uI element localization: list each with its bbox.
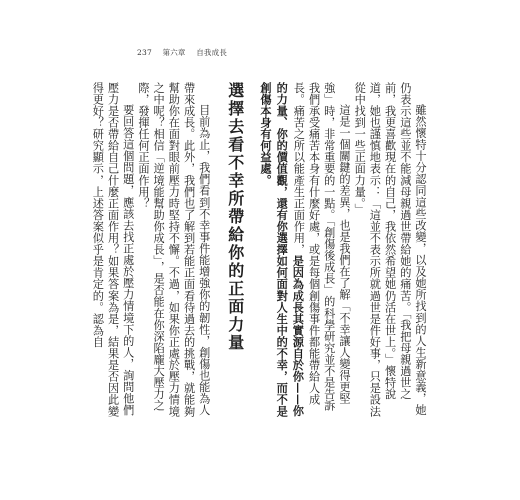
- page-number: 237: [137, 48, 152, 57]
- chapter-number: 第六章: [162, 48, 186, 57]
- chapter-title: 自我成長: [196, 48, 228, 57]
- section-heading: 選擇去看不幸所帶給你的正面力量: [225, 82, 245, 352]
- paragraph-3: 目前為止，我們看到不幸事件能增強你的韌性，創傷也能為人帶來成長。此外，我們也了解到若能正面看待過去的挑戰，就能夠幫助你在面對眼前壓力時堅持不懈。不過，如果你正處於壓力情境之中呢？相信「逆境能幫助你成長」，是否能在你深陷龐大壓力之際，發揮任何正面作用？: [136, 82, 211, 417]
- paragraph-2-text: 這是一個關鍵的差異，也是我們在了解「不幸讓人變得更堅強」時，非常重要的一點。「創傷後成長」的科學研究並不是告訴我們承受痛苦本身有什麼好處，或是每個創傷事件都能帶給人成長。痛苦之所以能產生正面作用，: [292, 82, 351, 412]
- vertical-body-text: [91, 82, 428, 422]
- paragraph-4: 要回答這個問題，應該去找正處於壓力情境下的人，詢問他們壓力是否帶給自己什麼正面作用？如果答案為是，結果是否因此變得更好？研究顯示，上述答案似乎是肯定的。認為自: [91, 82, 135, 417]
- paragraph-2-emphasis: 是因為成長其實源自於你——你的力量、你的價值觀，還有你選擇如何面對人生中的不幸，而不是創傷本身有何益處。: [258, 82, 306, 417]
- paragraph-2: [258, 82, 352, 422]
- running-header: [137, 47, 235, 58]
- paragraph-1: 雖然懷特十分認同這些改變，以及她所找到的人生新意義，她仍表示這些並不能減母親過世帶給她的痛苦。「我把母親過世之前，我更喜歡現在的自己，我依然希望她仍活在世上。」懷特說道，她也謹慎地表示：「這並不表示所就過世是件好事，只是設法從中找到一些正面力量。」: [353, 82, 427, 417]
